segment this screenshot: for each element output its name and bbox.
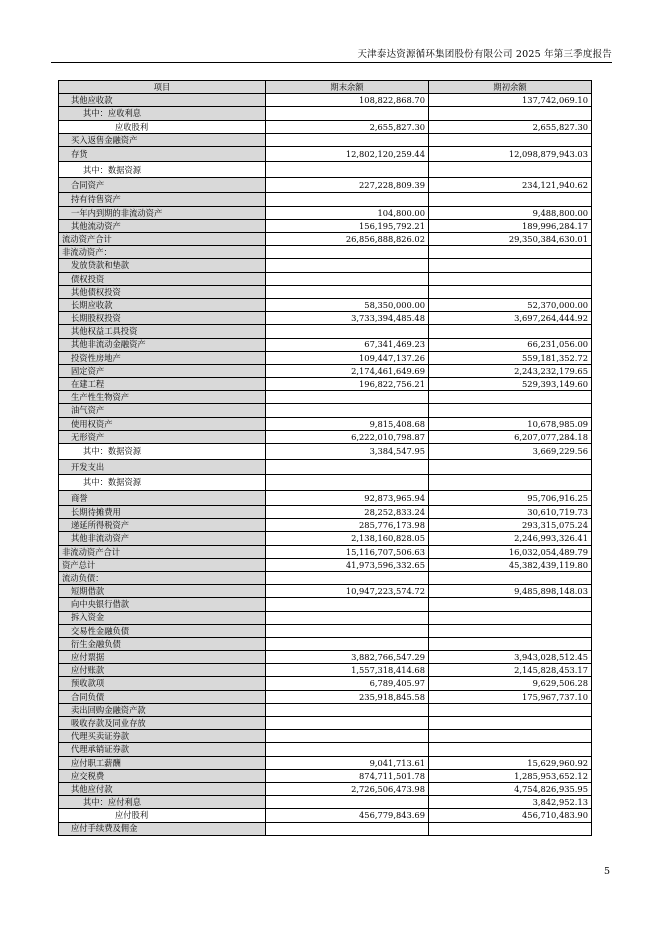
begin-balance-cell (429, 246, 592, 259)
begin-balance-cell: 3,943,028,512.45 (429, 651, 592, 664)
end-balance-cell (266, 459, 429, 475)
row-label: 向中央银行借款 (59, 598, 266, 611)
end-balance-cell (266, 193, 429, 206)
row-label: 拆入资金 (59, 611, 266, 624)
header-rule (51, 62, 612, 63)
begin-balance-cell (429, 193, 592, 206)
end-balance-cell (266, 624, 429, 637)
row-label: 非流动资产合计 (59, 545, 266, 558)
table-row (59, 756, 592, 769)
end-balance-cell: 196,822,756.21 (266, 378, 429, 391)
row-label: 投资性房地产 (59, 351, 266, 364)
table-row (59, 133, 592, 146)
end-balance-cell: 9,041,713.61 (266, 756, 429, 769)
row-label: 合同负债 (59, 690, 266, 703)
table-row (59, 193, 592, 206)
row-label: 应付账款 (59, 664, 266, 677)
begin-balance-cell: 45,382,439,119.80 (429, 558, 592, 571)
table-row (59, 404, 592, 417)
row-label: 其中：应收利息 (59, 107, 266, 120)
row-label: 开发支出 (59, 459, 266, 475)
table-row (59, 809, 592, 822)
row-label: 衍生金融负债 (59, 637, 266, 650)
table-row (59, 571, 592, 584)
table-row (59, 417, 592, 430)
end-balance-cell (266, 637, 429, 650)
begin-balance-cell: 9,488,800.00 (429, 206, 592, 219)
end-balance-cell: 41,973,596,332.65 (266, 558, 429, 571)
begin-balance-cell: 95,706,916.25 (429, 490, 592, 506)
row-label: 其他债权投资 (59, 285, 266, 298)
row-label: 递延所得税资产 (59, 519, 266, 532)
begin-balance-cell: 559,181,352.72 (429, 351, 592, 364)
begin-balance-cell (429, 459, 592, 475)
end-balance-cell (266, 259, 429, 272)
end-balance-cell: 6,222,010,798.87 (266, 430, 429, 443)
table-row (59, 94, 592, 107)
end-balance-cell: 3,384,547.95 (266, 444, 429, 460)
table-row (59, 475, 592, 491)
row-label: 应交税费 (59, 769, 266, 782)
end-balance-cell (266, 162, 429, 178)
begin-balance-cell (429, 743, 592, 756)
table-row (59, 651, 592, 664)
table-row (59, 637, 592, 650)
column-header-begin-balance: 期初余额 (429, 81, 592, 94)
table-row (59, 364, 592, 377)
end-balance-cell: 156,195,792.21 (266, 219, 429, 232)
table-row (59, 233, 592, 246)
table-row (59, 743, 592, 756)
table-row (59, 558, 592, 571)
table-row (59, 585, 592, 598)
end-balance-cell (266, 107, 429, 120)
row-label: 长期股权投资 (59, 312, 266, 325)
row-label: 买入返售金融资产 (59, 133, 266, 146)
table-row (59, 285, 592, 298)
end-balance-cell: 109,447,137.26 (266, 351, 429, 364)
begin-balance-cell (429, 571, 592, 584)
row-label: 其中：数据资源 (59, 475, 266, 491)
table-row (59, 822, 592, 835)
begin-balance-cell: 3,842,952.13 (429, 796, 592, 809)
row-label: 交易性金融负债 (59, 624, 266, 637)
begin-balance-cell: 234,121,940.62 (429, 177, 592, 193)
row-label: 其中：数据资源 (59, 162, 266, 178)
end-balance-cell (266, 598, 429, 611)
end-balance-cell: 2,655,827.30 (266, 120, 429, 133)
end-balance-cell: 456,779,843.69 (266, 809, 429, 822)
end-balance-cell: 26,856,888,826.02 (266, 233, 429, 246)
report-header: 天津泰达资源循环集团股份有限公司 2025 年第三季度报告 (357, 49, 612, 60)
table-row (59, 272, 592, 285)
end-balance-cell (266, 325, 429, 338)
row-label: 无形资产 (59, 430, 266, 443)
page-number: 5 (603, 866, 610, 877)
begin-balance-cell (429, 133, 592, 146)
table-row (59, 246, 592, 259)
begin-balance-cell: 52,370,000.00 (429, 298, 592, 311)
begin-balance-cell (429, 624, 592, 637)
begin-balance-cell: 12,098,879,943.03 (429, 146, 592, 162)
table-row (59, 769, 592, 782)
end-balance-cell: 10,947,223,574.72 (266, 585, 429, 598)
end-balance-cell (266, 475, 429, 491)
table-row (59, 312, 592, 325)
begin-balance-cell (429, 598, 592, 611)
begin-balance-cell: 4,754,826,935.95 (429, 782, 592, 795)
row-label: 其他非流动金融资产 (59, 338, 266, 351)
end-balance-cell (266, 703, 429, 716)
begin-balance-cell: 2,243,232,179.65 (429, 364, 592, 377)
table-row (59, 177, 592, 193)
table-row (59, 664, 592, 677)
begin-balance-cell (429, 404, 592, 417)
row-label: 代理买卖证券款 (59, 730, 266, 743)
end-balance-cell (266, 404, 429, 417)
begin-balance-cell (429, 391, 592, 404)
begin-balance-cell: 456,710,483.90 (429, 809, 592, 822)
row-label: 应收股利 (59, 120, 266, 133)
table-row (59, 611, 592, 624)
row-label: 非流动资产： (59, 246, 266, 259)
end-balance-cell: 3,733,394,485.48 (266, 312, 429, 325)
table-row (59, 430, 592, 443)
begin-balance-cell (429, 637, 592, 650)
table-row (59, 338, 592, 351)
begin-balance-cell (429, 730, 592, 743)
table-row (59, 782, 592, 795)
row-label: 存货 (59, 146, 266, 162)
row-label: 油气资产 (59, 404, 266, 417)
end-balance-cell (266, 246, 429, 259)
end-balance-cell: 3,882,766,547.29 (266, 651, 429, 664)
table-row (59, 351, 592, 364)
begin-balance-cell (429, 285, 592, 298)
row-label: 商誉 (59, 490, 266, 506)
row-label: 其他权益工具投资 (59, 325, 266, 338)
row-label: 债权投资 (59, 272, 266, 285)
begin-balance-cell (429, 822, 592, 835)
end-balance-cell (266, 743, 429, 756)
end-balance-cell: 2,174,461,649.69 (266, 364, 429, 377)
end-balance-cell: 1,557,318,414.68 (266, 664, 429, 677)
row-label: 短期借款 (59, 585, 266, 598)
end-balance-cell: 235,918,845.58 (266, 690, 429, 703)
row-label: 其他非流动资产 (59, 532, 266, 545)
end-balance-cell: 874,711,501.78 (266, 769, 429, 782)
balance-sheet-table (58, 80, 592, 836)
row-label: 代理承销证券款 (59, 743, 266, 756)
begin-balance-cell (429, 272, 592, 285)
end-balance-cell (266, 133, 429, 146)
row-label: 合同资产 (59, 177, 266, 193)
begin-balance-cell (429, 475, 592, 491)
row-label: 流动负债： (59, 571, 266, 584)
table-row (59, 219, 592, 232)
end-balance-cell: 2,138,160,828.05 (266, 532, 429, 545)
end-balance-cell: 67,341,469.23 (266, 338, 429, 351)
end-balance-cell: 227,228,809.39 (266, 177, 429, 193)
end-balance-cell (266, 796, 429, 809)
table-row (59, 391, 592, 404)
row-label: 其中：数据资源 (59, 444, 266, 460)
column-header-end-balance: 期末余额 (266, 81, 429, 94)
end-balance-cell: 12,802,120,259.44 (266, 146, 429, 162)
row-label: 使用权资产 (59, 417, 266, 430)
begin-balance-cell (429, 107, 592, 120)
begin-balance-cell: 9,485,898,148.03 (429, 585, 592, 598)
table-row (59, 120, 592, 133)
table-row (59, 162, 592, 178)
begin-balance-cell: 16,032,054,489.79 (429, 545, 592, 558)
begin-balance-cell: 3,697,264,444.92 (429, 312, 592, 325)
row-label: 其他流动资产 (59, 219, 266, 232)
table-row (59, 298, 592, 311)
end-balance-cell (266, 571, 429, 584)
end-balance-cell (266, 285, 429, 298)
begin-balance-cell: 2,655,827.30 (429, 120, 592, 133)
end-balance-cell: 28,252,833.24 (266, 506, 429, 519)
table-row (59, 532, 592, 545)
table-row (59, 146, 592, 162)
table-row (59, 378, 592, 391)
end-balance-cell: 104,800.00 (266, 206, 429, 219)
end-balance-cell (266, 730, 429, 743)
table-row (59, 677, 592, 690)
begin-balance-cell: 1,285,953,652.12 (429, 769, 592, 782)
begin-balance-cell: 175,967,737.10 (429, 690, 592, 703)
end-balance-cell: 6,789,405.97 (266, 677, 429, 690)
row-label: 在建工程 (59, 378, 266, 391)
table-header-row (59, 81, 592, 94)
row-label: 生产性生物资产 (59, 391, 266, 404)
row-label: 资产总计 (59, 558, 266, 571)
row-label: 固定资产 (59, 364, 266, 377)
end-balance-cell (266, 611, 429, 624)
end-balance-cell (266, 822, 429, 835)
table-row (59, 598, 592, 611)
table-row (59, 206, 592, 219)
begin-balance-cell: 3,669,229.56 (429, 444, 592, 460)
end-balance-cell: 9,815,408.68 (266, 417, 429, 430)
begin-balance-cell: 2,246,993,326.41 (429, 532, 592, 545)
begin-balance-cell: 6,207,077,284.18 (429, 430, 592, 443)
column-header-item: 项目 (59, 81, 266, 94)
row-label: 预收款项 (59, 677, 266, 690)
row-label: 其中：应付利息 (59, 796, 266, 809)
table-row (59, 730, 592, 743)
table-row (59, 259, 592, 272)
table-row (59, 703, 592, 716)
end-balance-cell: 108,822,868.70 (266, 94, 429, 107)
begin-balance-cell: 137,742,069.10 (429, 94, 592, 107)
begin-balance-cell (429, 717, 592, 730)
begin-balance-cell: 9,629,506.28 (429, 677, 592, 690)
begin-balance-cell (429, 259, 592, 272)
begin-balance-cell: 293,315,075.24 (429, 519, 592, 532)
table-row (59, 624, 592, 637)
row-label: 其他应收款 (59, 94, 266, 107)
begin-balance-cell: 30,610,719.73 (429, 506, 592, 519)
end-balance-cell: 58,350,000.00 (266, 298, 429, 311)
table-row (59, 325, 592, 338)
row-label: 长期应收款 (59, 298, 266, 311)
begin-balance-cell: 529,393,149.60 (429, 378, 592, 391)
row-label: 吸收存款及同业存放 (59, 717, 266, 730)
end-balance-cell: 285,776,173.98 (266, 519, 429, 532)
table-row (59, 545, 592, 558)
row-label: 其他应付款 (59, 782, 266, 795)
row-label: 流动资产合计 (59, 233, 266, 246)
table-row (59, 717, 592, 730)
end-balance-cell (266, 272, 429, 285)
table-row (59, 506, 592, 519)
begin-balance-cell: 10,678,985.09 (429, 417, 592, 430)
row-label: 一年内到期的非流动资产 (59, 206, 266, 219)
table-row (59, 519, 592, 532)
row-label: 应付票据 (59, 651, 266, 664)
row-label: 应付股利 (59, 809, 266, 822)
end-balance-cell: 92,873,965.94 (266, 490, 429, 506)
begin-balance-cell: 2,145,828,453.17 (429, 664, 592, 677)
table-row (59, 796, 592, 809)
row-label: 应付手续费及佣金 (59, 822, 266, 835)
begin-balance-cell: 15,629,960.92 (429, 756, 592, 769)
end-balance-cell: 2,726,506,473.98 (266, 782, 429, 795)
row-label: 卖出回购金融资产款 (59, 703, 266, 716)
end-balance-cell (266, 717, 429, 730)
begin-balance-cell (429, 325, 592, 338)
table-row (59, 107, 592, 120)
table-row (59, 490, 592, 506)
begin-balance-cell: 66,231,056.00 (429, 338, 592, 351)
table-row (59, 690, 592, 703)
begin-balance-cell: 29,350,384,630.01 (429, 233, 592, 246)
begin-balance-cell: 189,996,284.17 (429, 219, 592, 232)
begin-balance-cell (429, 703, 592, 716)
end-balance-cell: 15,116,707,506.63 (266, 545, 429, 558)
end-balance-cell (266, 391, 429, 404)
table-row (59, 444, 592, 460)
begin-balance-cell (429, 611, 592, 624)
row-label: 长期待摊费用 (59, 506, 266, 519)
row-label: 发放贷款和垫款 (59, 259, 266, 272)
row-label: 应付职工薪酬 (59, 756, 266, 769)
table-row (59, 459, 592, 475)
row-label: 持有待售资产 (59, 193, 266, 206)
begin-balance-cell (429, 162, 592, 178)
